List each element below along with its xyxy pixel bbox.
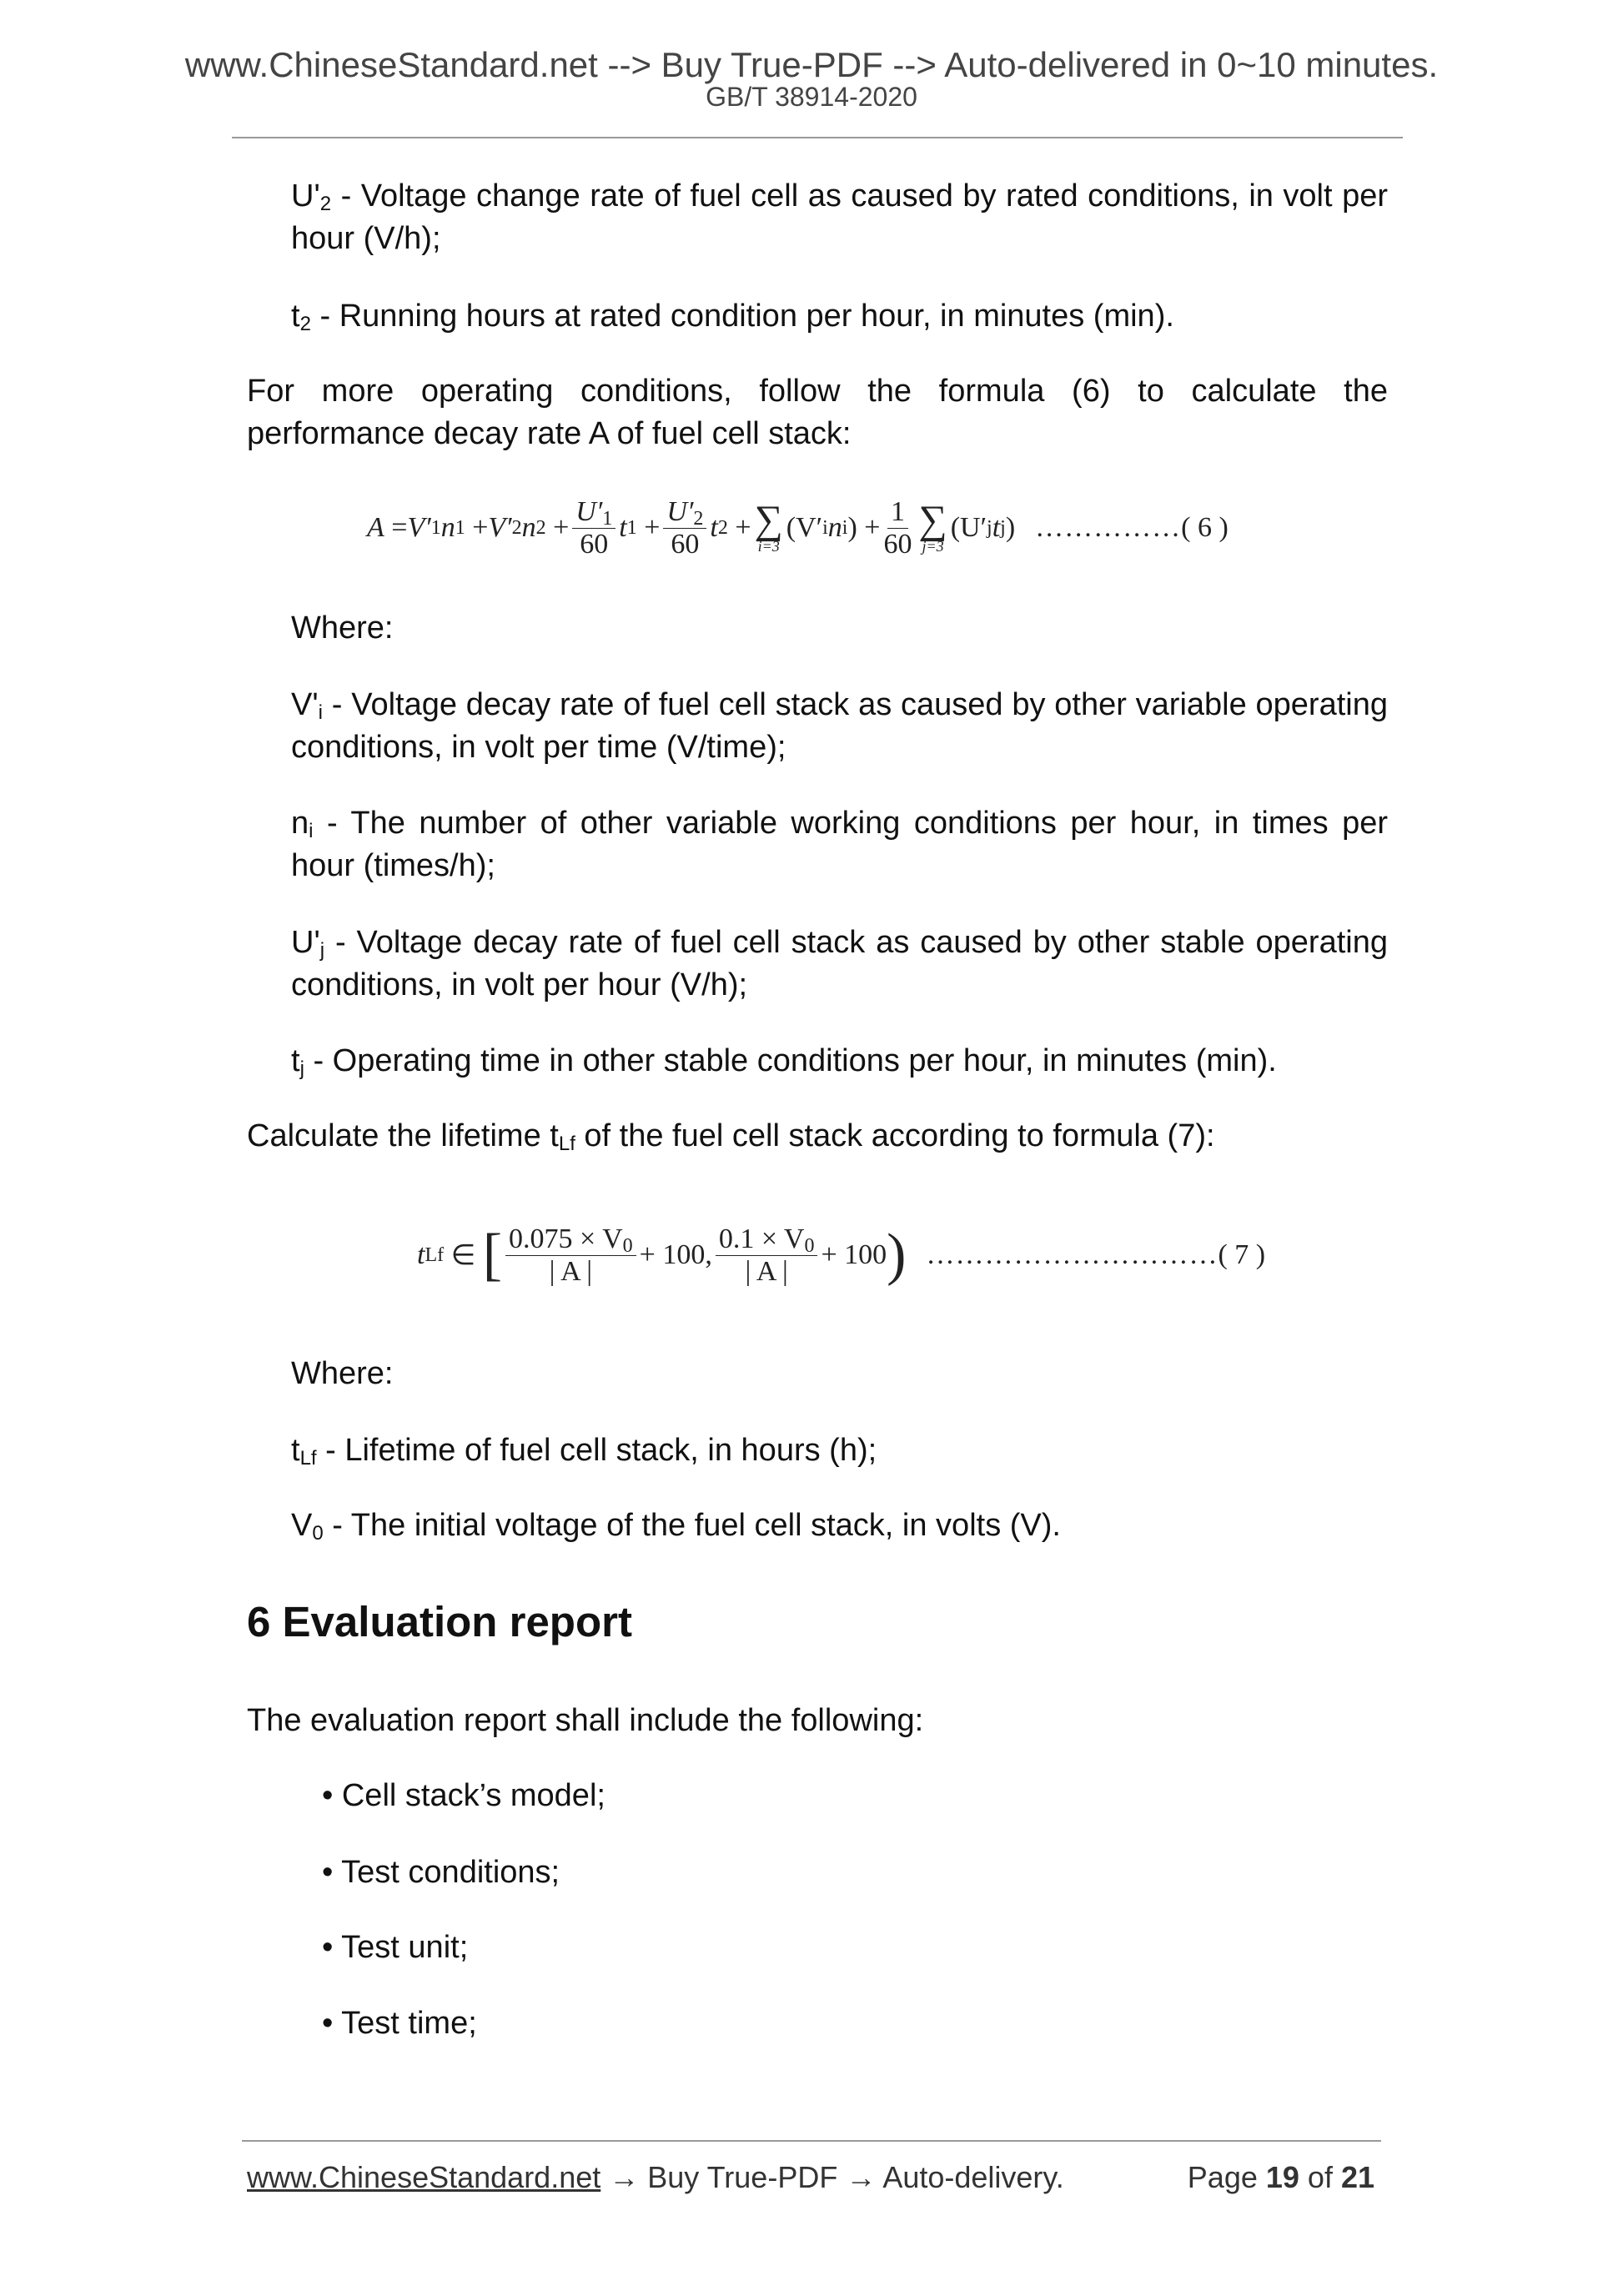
footer-rule bbox=[242, 2140, 1381, 2142]
footer-link[interactable]: www.ChineseStandard.net bbox=[247, 2160, 601, 2194]
list-item: • Test conditions; bbox=[322, 1855, 560, 1890]
def-v0: $V_0$ - The initial voltage of the fuel cell stack, in volts (V). bbox=[291, 1508, 1061, 1545]
para-formula7: Calculate the lifetime $t_{Lf}$ of the fuel cell stack according to formula (7): bbox=[247, 1118, 1215, 1155]
def-t2: $t_2$ - Running hours at rated condition per hour, in minutes (min). bbox=[291, 299, 1174, 335]
where-label-2: Where: bbox=[291, 1356, 394, 1391]
page-number: Page 19 of 21 bbox=[1187, 2160, 1374, 2194]
where-label-1: Where: bbox=[291, 610, 394, 646]
header-rule bbox=[232, 137, 1403, 138]
section-intro: The evaluation report shall include the following: bbox=[247, 1703, 924, 1738]
section-heading: 6 Evaluation report bbox=[247, 1598, 632, 1645]
standard-number: GB/T 38914-2020 bbox=[706, 82, 917, 112]
list-item: • Test time; bbox=[322, 2006, 477, 2041]
footer-text: www.ChineseStandard.net → Buy True-PDF → Auto-delivery. bbox=[247, 2160, 1064, 2194]
list-item: • Cell stack’s model; bbox=[322, 1778, 605, 1813]
list-item: • Test unit; bbox=[322, 1930, 469, 1965]
def-tlf: $t_{Lf}$ - Lifetime of fuel cell stack, in hours (h); bbox=[291, 1433, 877, 1470]
def-ni: $n_i$ - The number of other variable working conditions per hour, in times per hour (times/h); bbox=[291, 806, 1388, 883]
formula-6: A = V′ 1 n 1 + V′ 2 n 2 + $\frac{U'_1}{60}$ t 1 + $\frac{U'_2}{60}$ t 2 + ∑ i=3 (V′ i n i ) + $\frac{1}{60}$ ∑ j=3 (U′ j t j ) …………… ( 6 ) bbox=[367, 495, 1229, 560]
banner: www.ChineseStandard.net --> Buy True-PDF --> Auto-delivered in 0~10 minutes. bbox=[184, 45, 1439, 84]
def-uj: $U'_j$ - Voltage decay rate of fuel cell stack as caused by other stable operating conditions, in volt per hour (V/h); bbox=[291, 925, 1388, 1002]
def-u2: $U'_2$ - Voltage change rate of fuel cell as caused by rated conditions, in volt per hour (V/h); bbox=[291, 178, 1388, 256]
formula-7: t Lf ∈ [ $\frac{0.075 \times V_0}{| A |}$ + 100, $\frac{0.1 \times V_0}{| A |}$ + 100 ) ………………………… ( 7 ) bbox=[417, 1223, 1266, 1287]
para-formula6: For more operating conditions, follow the formula (6) to calculate the performance decay rate A of fuel cell stack: bbox=[247, 374, 1388, 451]
def-vi: $V'_i$ - Voltage decay rate of fuel cell stack as caused by other variable operating conditions, in volt per time (V/time); bbox=[291, 687, 1388, 765]
def-tj: $t_j$ - Operating time in other stable conditions per hour, in minutes (min). bbox=[291, 1043, 1277, 1080]
